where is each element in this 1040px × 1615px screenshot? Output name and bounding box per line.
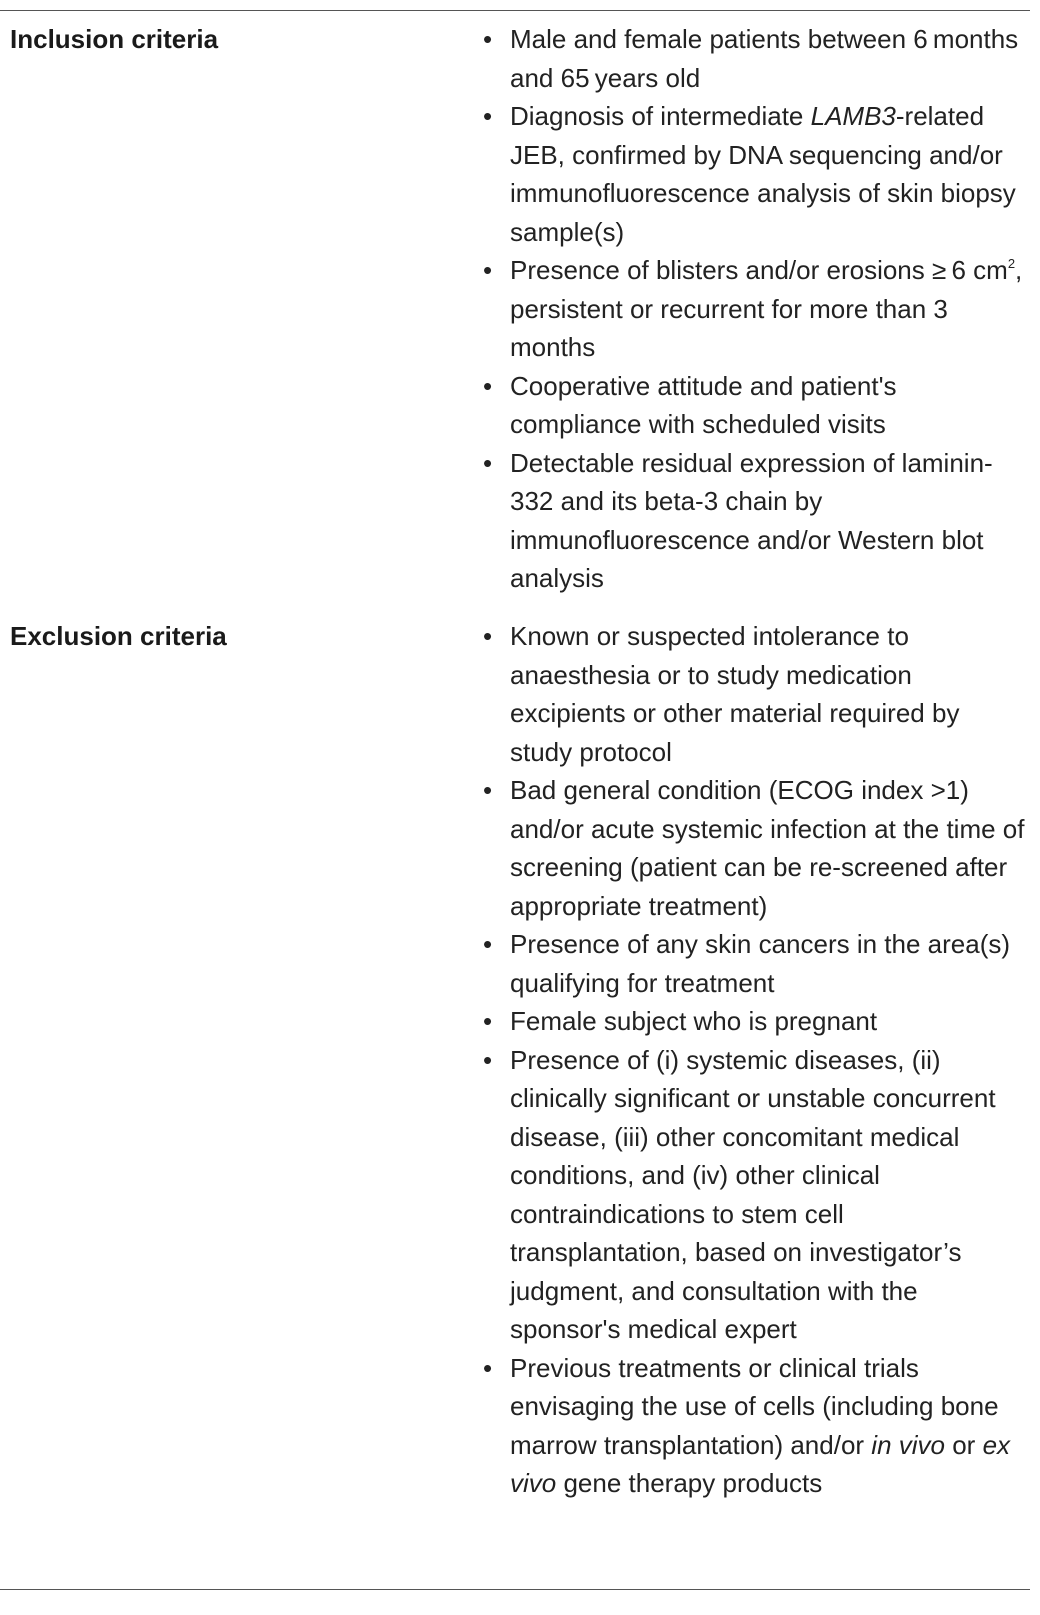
bullet-icon: • [483,621,493,651]
criteria-text: Detectable residual expression of laminin-332 and its beta-3 chain by immunofluorescence and/or Western blot analysis [510,447,993,593]
bullet-icon: • [483,24,493,54]
bullet-icon: • [483,255,493,285]
criteria-text: Known or suspected intolerance to anaesthesia or to study medication excipients or other material required by study protocol [510,621,960,767]
criteria-text: Cooperative attitude and patient's compliance with scheduled visits [510,370,897,439]
bullet-icon: • [483,370,493,401]
criteria-text: Diagnosis of intermediate [510,101,811,131]
exclusion-criteria-label: Exclusion criteria [10,621,227,651]
criteria-text: Male and female patients between 6 months and 65 years old [510,24,1019,93]
table-bottom-rule [0,1589,1030,1590]
bullet-icon: • [483,1352,493,1383]
criteria-item [480,925,1025,1002]
criteria-text: Bad general condition (ECOG index >1) and/or acute systemic infection at the time of screening (patient can be re-screened after appropriate treatment) [510,775,1025,921]
italic-text: LAMB3 [810,101,896,131]
criteria-item [480,617,1025,771]
criteria-text: Presence of blisters and/or erosions ≥ 6 cm [510,255,1008,285]
criteria-text: Presence of any skin cancers in the area(s) qualifying for treatment [510,929,1011,998]
bullet-icon: • [483,775,493,805]
bullet-icon: • [483,1044,493,1075]
inclusion-criteria-label: Inclusion criteria [10,24,219,54]
criteria-item [480,20,1025,97]
criteria-item [480,444,1025,598]
bullet-icon: • [483,929,493,959]
inclusion-criteria-list [480,20,1025,598]
criteria-text: Female subject who is pregnant [510,1006,878,1036]
table-top-rule [0,10,1030,11]
criteria-text: Previous treatments or clinical trials envisaging the use of cells (including bone marrow transplantation) and/or [510,1352,999,1460]
criteria-item [480,771,1025,925]
criteria-item [480,97,1025,251]
criteria-item [480,367,1025,444]
italic-text: in vivo [871,1429,945,1460]
bullet-icon: • [483,1006,493,1036]
criteria-item [480,251,1025,367]
criteria-text: gene therapy products [556,1468,823,1498]
criteria-item [480,1349,1025,1503]
criteria-text: -related JEB, confirmed by DNA sequencing and/or immunofluorescence analysis of skin biopsy sample(s) [510,101,1016,247]
bullet-icon: • [483,101,493,131]
criteria-text: Presence of (i) systemic diseases, (ii) clinically significant or unstable concurrent disease, (iii) other concomitant medical conditions, and (iv) other clinical contraindications to stem cell transplantation, based on investigator’s judgment, and consultation with the sponsor's medical expert [510,1044,996,1344]
criteria-item [480,1041,1025,1349]
criteria-text: , persistent or recurrent for more than 3 months [510,255,1023,362]
criteria-item [480,1002,1025,1041]
exclusion-criteria-list [480,617,1025,1503]
criteria-text: or [945,1429,983,1460]
superscript-text: 2 [1007,256,1016,271]
italic-text: ex vivo [510,1429,1011,1498]
bullet-icon: • [483,447,493,478]
